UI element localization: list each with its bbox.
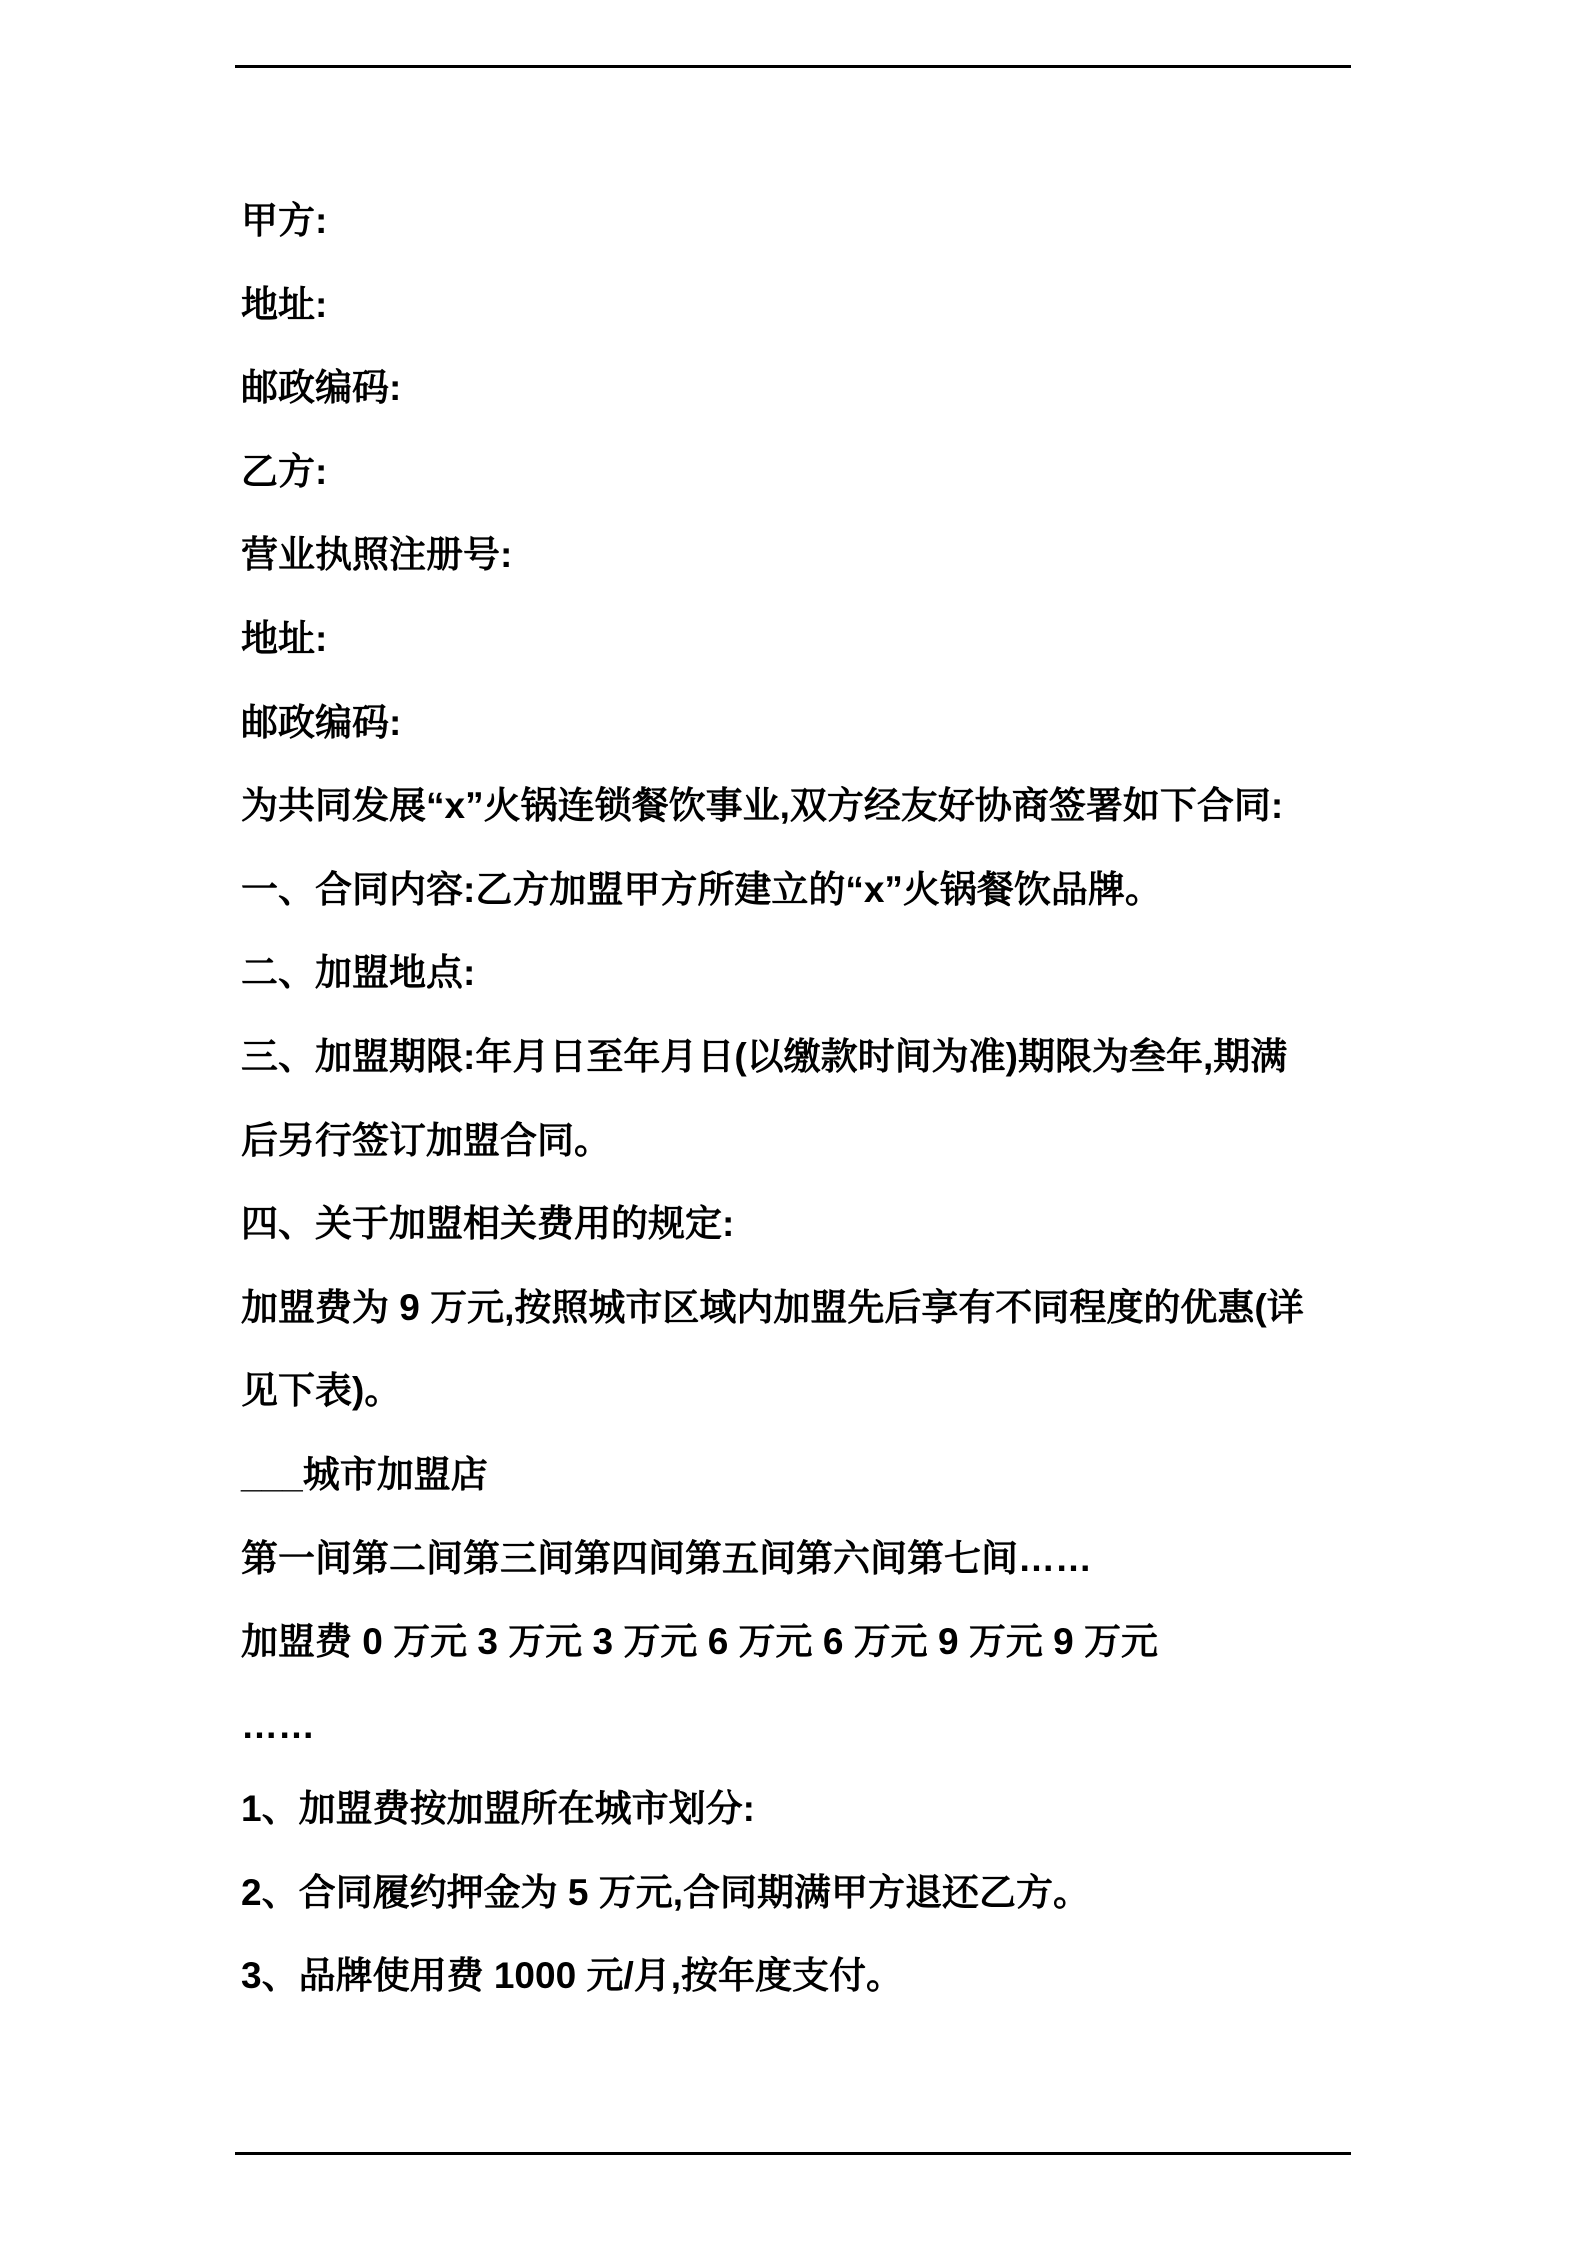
line-clause-2-location: 二、加盟地点:: [241, 952, 476, 994]
line-item-2-deposit: 2、合同履约押金为 5 万元,合同期满甲方退还乙方。: [241, 1871, 1090, 1913]
line-business-license-no: 营业执照注册号:: [241, 534, 513, 576]
line-clause-4-fees: 四、关于加盟相关费用的规定:: [241, 1203, 735, 1245]
line-postal-code-1: 邮政编码:: [241, 367, 402, 409]
line-address-1: 地址:: [241, 283, 328, 325]
line-preamble: 为共同发展“x”火锅连锁餐饮事业,双方经友好协商签署如下合同:: [241, 785, 1284, 827]
line-fee-description-cont: 见下表)。: [241, 1370, 402, 1412]
top-rule: [235, 65, 1351, 68]
line-fee-schedule: 加盟费 0 万元 3 万元 3 万元 6 万元 6 万元 9 万元 9 万元: [241, 1621, 1158, 1663]
line-fee-description: 加盟费为 9 万元,按照城市区域内加盟先后享有不同程度的优惠(详: [241, 1286, 1304, 1328]
line-clause-1-content: 一、合同内容:乙方加盟甲方所建立的“x”火锅餐饮品牌。: [241, 868, 1162, 910]
line-item-3-brand-fee: 3、品牌使用费 1000 元/月,按年度支付。: [241, 1955, 904, 1997]
line-clause-3-term: 三、加盟期限:年月日至年月日(以缴款时间为准)期限为叁年,期满: [241, 1035, 1288, 1077]
line-store-sequence: 第一间第二间第三间第四间第五间第六间第七间……: [241, 1537, 1092, 1579]
line-party-a-label: 甲方:: [241, 200, 328, 241]
line-address-2: 地址:: [241, 617, 328, 659]
line-party-b-label: 乙方:: [241, 450, 328, 492]
document-content: [241, 179, 1373, 2018]
line-item-1-city-division: 1、加盟费按加盟所在城市划分:: [241, 1788, 755, 1830]
bottom-rule: [235, 2152, 1351, 2155]
line-city-store-blank: ___城市加盟店: [241, 1453, 488, 1495]
line-ellipsis: ……: [241, 1704, 315, 1746]
line-postal-code-2: 邮政编码:: [241, 701, 402, 743]
line-clause-3-term-cont: 后另行签订加盟合同。: [241, 1119, 611, 1161]
